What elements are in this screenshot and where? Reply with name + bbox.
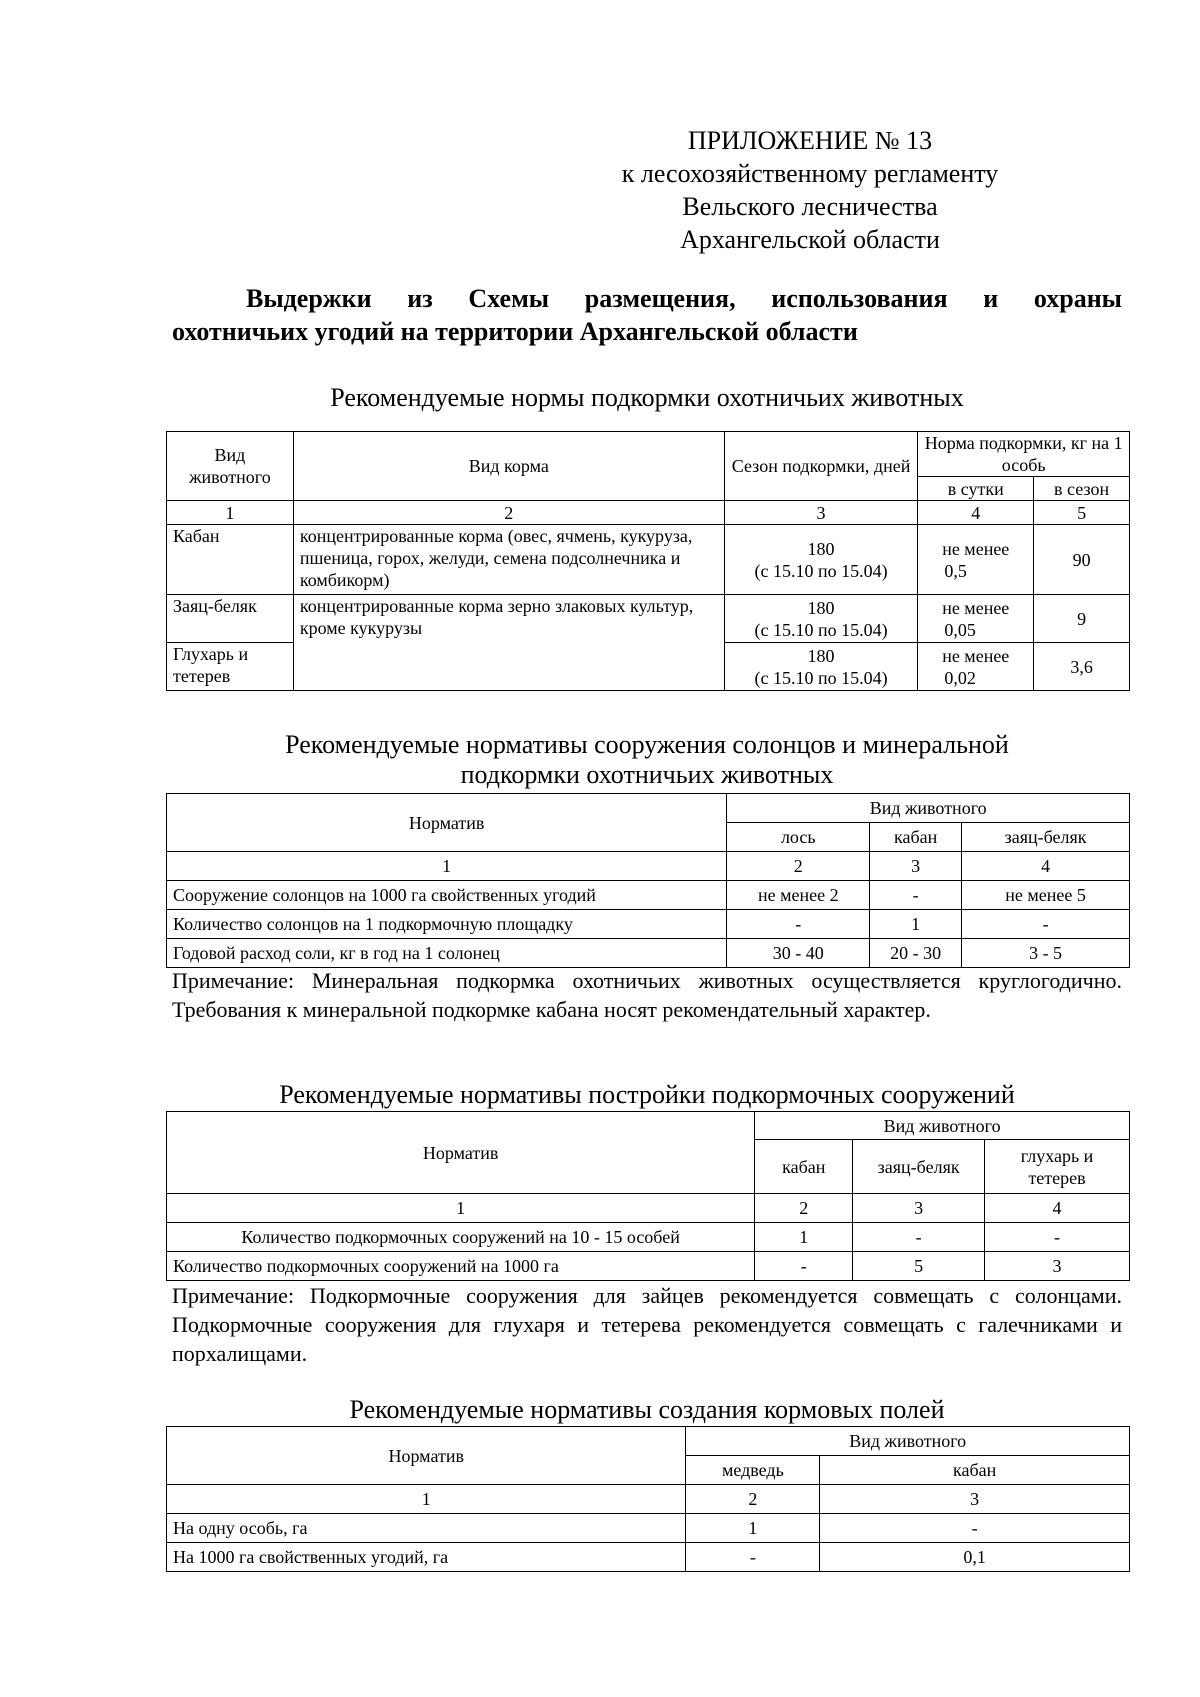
table-row: Сооружение солонцов на 1000 га свойственных угодий не менее 2 - не менее 5	[167, 881, 1130, 910]
header-normative: Норматив	[167, 1112, 755, 1194]
table-row: Количество подкормочных сооружений на 10 - 15 особей 1 - -	[167, 1223, 1130, 1252]
table-row: Количество солонцов на 1 подкормочную площадку - 1 -	[167, 910, 1130, 939]
appendix-ref: к лесохозяйственному регламенту	[621, 159, 999, 188]
appendix-region: Архангельской области	[680, 225, 940, 254]
table2-note: Примечание: Минеральная подкормка охотничьих животных осуществляется круглогодично. Требования к минеральной подкормке кабана носят рекомендательный характер.	[172, 968, 1122, 1022]
column-numbers-row: 1 2 3	[167, 1485, 1130, 1514]
column-numbers-row: 1 2 3 4	[167, 1194, 1130, 1223]
table3-note: Примечание: Подкормочные сооружения для зайцев рекомендуется совмещать с солонцами. Подкормочные сооружения для глухаря и тетерева рекомендуется совмещать с галечниками и порхалищами.	[172, 1283, 1122, 1366]
column-numbers-row: 1 2 3 4 5	[167, 501, 1130, 525]
table-row: Кабан концентрированные корма (овес, ячмень, кукуруза, пшеница, горох, желуди, семена подсолнечника и комбикорм) 180 (с 15.10 по 15.04) не менее 0,5 90	[167, 525, 1130, 595]
table-row: Заяц-беляк концентрированные корма зерно злаковых культур, кроме кукурузы 180 (с 15.10 по 15.04) не менее 0,05 9	[167, 595, 1130, 643]
table-row: На одну особь, га 1 -	[167, 1514, 1130, 1543]
column-numbers-row: 1 2 3 4	[167, 852, 1130, 881]
header-norm: Норма подкормки, кг на 1 особь	[918, 432, 1130, 477]
appendix-forestry: Вельского лесничества	[682, 192, 938, 221]
table2-heading: Рекомендуемые нормативы сооружения солонцов и минеральной подкормки охотничьих животных	[285, 730, 1009, 789]
appendix-header	[600, 124, 1020, 256]
table-row: Годовой расход соли, кг в год на 1 солонец 30 - 40 20 - 30 3 - 5	[167, 939, 1130, 968]
header-animal: Вид животного	[755, 1112, 1130, 1140]
feeding-structures-table: Норматив Вид животного кабан заяц-беляк глухарь и тетерев 1 2 3 4 Количество подкормочных сооружений на 10 - 15 особей 1 - - Количество подкормочных сооружений на 1000 га - 5 3	[166, 1111, 1130, 1281]
header-normative: Норматив	[167, 794, 727, 852]
header-animal: Вид животного	[686, 1427, 1130, 1456]
appendix-number: ПРИЛОЖЕНИЕ № 13	[687, 126, 933, 155]
document-title	[172, 282, 1122, 348]
header-season: Сезон подкормки, дней	[724, 432, 918, 501]
feeding-fields-table: Норматив Вид животного медведь кабан 1 2 3 На одну особь, га 1 - На 1000 га свойственных угодий, га - 0,1	[166, 1426, 1130, 1572]
header-per-day: в сутки	[918, 477, 1034, 501]
salt-licks-table: Норматив Вид животного лось кабан заяц-беляк 1 2 3 4 Сооружение солонцов на 1000 га свойственных угодий не менее 2 - не менее 5 Количество солонцов на 1 подкормочную площадку - 1 - Годовой расход соли, кг в год на 1 солонец 30 - 40 20 - 30 3 - 5	[166, 793, 1130, 968]
header-per-season: в сезон	[1034, 477, 1130, 501]
document-title-line-1: Выдержки из Схемы размещения, использования и охраны	[246, 284, 1122, 313]
header-animal: Вид животного	[727, 794, 1130, 823]
table1-heading: Рекомендуемые нормы подкормки охотничьих животных	[330, 383, 964, 412]
table-row: Количество подкормочных сооружений на 1000 га - 5 3	[167, 1252, 1130, 1281]
header-feed: Вид корма	[293, 432, 724, 501]
feeding-norms-table	[166, 431, 1130, 691]
header-normative: Норматив	[167, 1427, 686, 1485]
document-title-line-2: охотничьих угодий на территории Архангельской области	[172, 317, 858, 346]
table-row: На 1000 га свойственных угодий, га - 0,1	[167, 1543, 1130, 1572]
table-row: Глухарь и тетерев 180 (с 15.10 по 15.04) не менее 0,02 3,6	[167, 643, 1130, 691]
table3-heading: Рекомендуемые нормативы постройки подкормочных сооружений	[279, 1080, 1015, 1109]
header-animal: Вид животного	[167, 432, 294, 501]
table4-heading: Рекомендуемые нормативы создания кормовых полей	[349, 1395, 945, 1424]
